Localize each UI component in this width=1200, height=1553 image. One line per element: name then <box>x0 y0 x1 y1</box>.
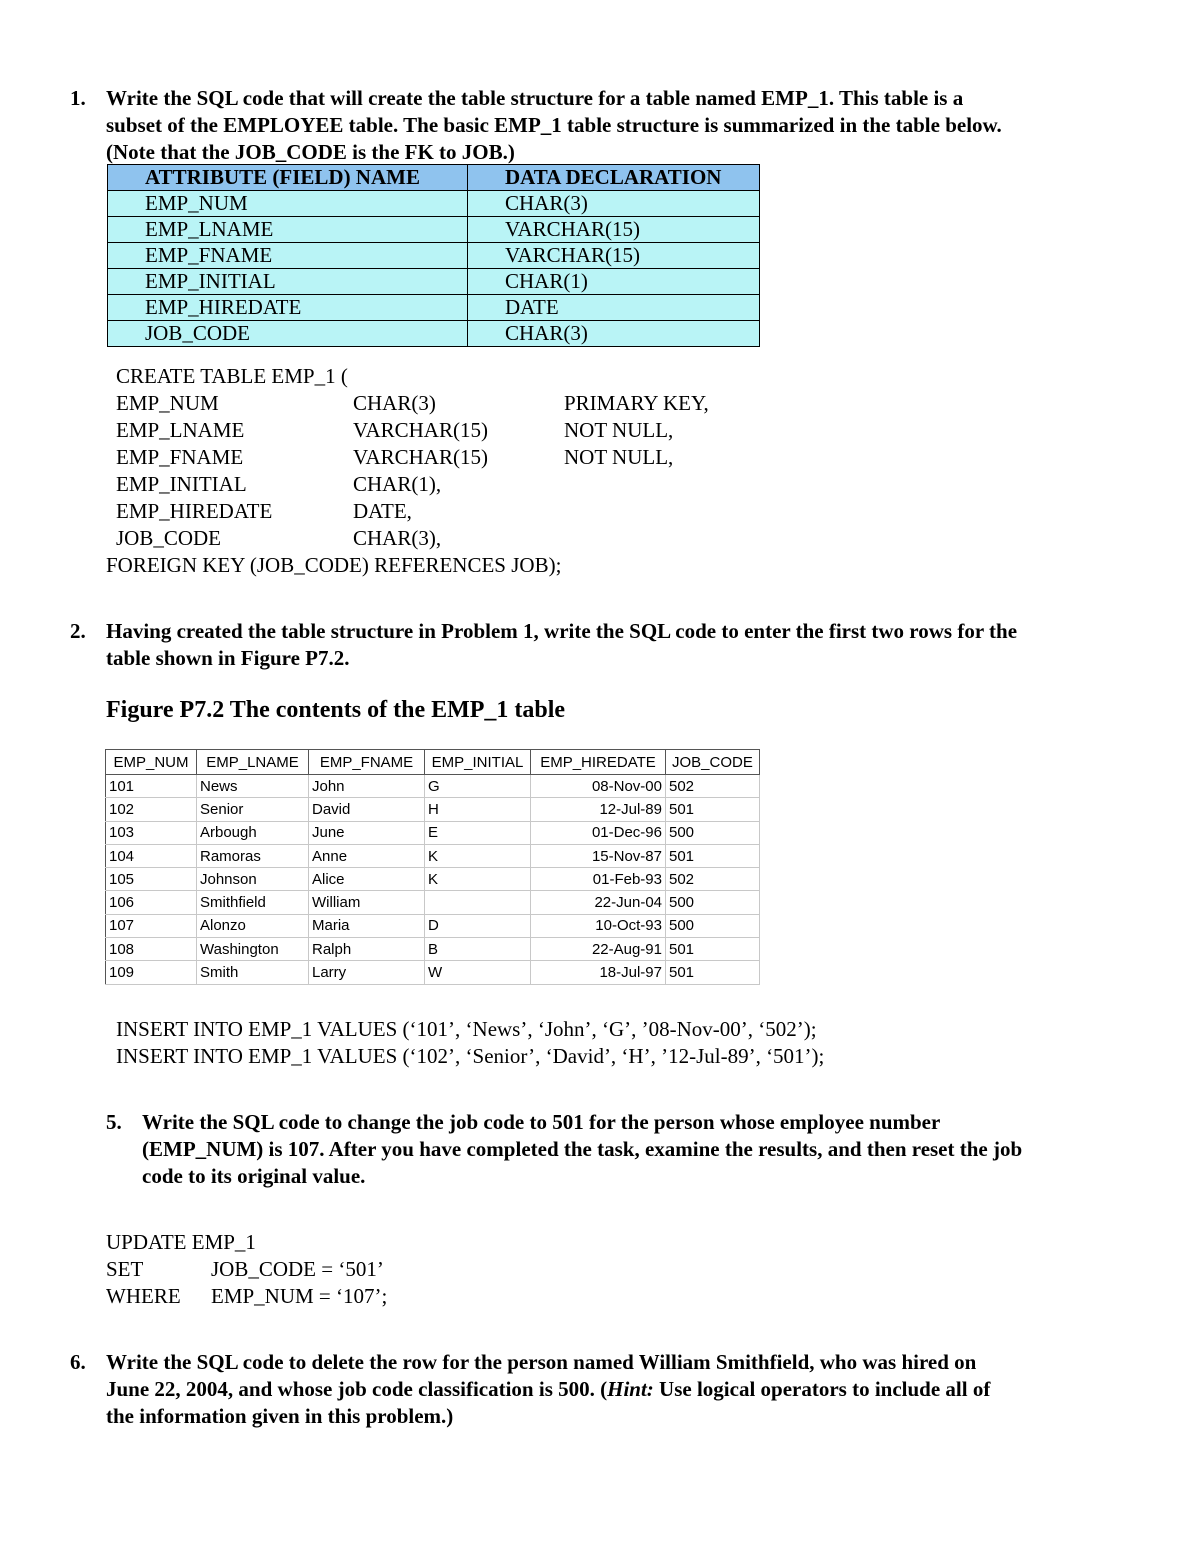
question-line: Write the SQL code to delete the row for the person named William Smithfield, who was hired on <box>106 1350 977 1374</box>
cell-emp-fname: Anne <box>309 844 425 867</box>
cell-job-code: 502 <box>666 868 760 891</box>
data-declaration: VARCHAR(15) <box>468 243 760 269</box>
cell-emp-fname: Maria <box>309 914 425 937</box>
cell-emp-initial: G <box>425 775 531 798</box>
cell-job-code: 500 <box>666 914 760 937</box>
sql-column-type: VARCHAR(15) <box>353 445 488 469</box>
sql-column-name: EMP_INITIAL <box>116 472 247 496</box>
cell-emp-fname: Ralph <box>309 938 425 961</box>
cell-emp-hiredate: 12-Jul-89 <box>531 798 666 821</box>
table-row <box>106 868 760 891</box>
update-sql-keyword: UPDATE EMP_1 <box>106 1230 256 1254</box>
table-header-row <box>106 750 760 775</box>
sql-column-type: CHAR(3), <box>353 526 442 550</box>
sql-column-name: EMP_LNAME <box>116 418 245 442</box>
table-row <box>106 891 760 914</box>
cell-emp-num: 106 <box>106 891 197 914</box>
data-declaration: DATE <box>468 295 760 321</box>
cell-emp-initial: K <box>425 868 531 891</box>
header-cell: EMP_HIREDATE <box>531 750 666 775</box>
cell-emp-num: 109 <box>106 961 197 984</box>
header-cell: EMP_LNAME <box>197 750 309 775</box>
cell-emp-hiredate: 15-Nov-87 <box>531 844 666 867</box>
cell-emp-fname: William <box>309 891 425 914</box>
question-2 <box>70 618 1170 672</box>
sql-line: FOREIGN KEY (JOB_CODE) REFERENCES JOB); <box>106 553 562 577</box>
emp-1-contents-table <box>105 749 760 985</box>
cell-job-code: 500 <box>666 821 760 844</box>
cell-emp-fname: Larry <box>309 961 425 984</box>
update-sql-keyword: WHERE <box>106 1284 181 1308</box>
table-row <box>106 775 760 798</box>
cell-emp-lname: News <box>197 775 309 798</box>
sql-column-type: DATE, <box>353 499 412 523</box>
table-row <box>108 217 760 243</box>
cell-emp-hiredate: 01-Dec-96 <box>531 821 666 844</box>
table-row <box>108 321 760 347</box>
question-line: Having created the table structure in Problem 1, write the SQL code to enter the first two rows for the <box>106 619 1018 643</box>
question-text: June 22, 2004, and whose job code classification is 500. ( <box>106 1377 608 1401</box>
cell-emp-initial <box>425 891 531 914</box>
sql-column-constraint: PRIMARY KEY, <box>564 391 709 415</box>
cell-emp-hiredate: 01-Feb-93 <box>531 868 666 891</box>
cell-emp-lname: Senior <box>197 798 309 821</box>
cell-emp-fname: John <box>309 775 425 798</box>
sql-column-type: CHAR(3) <box>353 391 436 415</box>
data-declaration: CHAR(3) <box>468 321 760 347</box>
cell-emp-lname: Smithfield <box>197 891 309 914</box>
header-cell: ATTRIBUTE (FIELD) NAME <box>108 165 468 191</box>
cell-job-code: 501 <box>666 798 760 821</box>
cell-emp-fname: David <box>309 798 425 821</box>
question-number: 5. <box>106 1110 122 1134</box>
cell-emp-num: 104 <box>106 844 197 867</box>
sql-column-name: EMP_HIREDATE <box>116 499 273 523</box>
cell-emp-num: 105 <box>106 868 197 891</box>
cell-emp-initial: E <box>425 821 531 844</box>
sql-column-type: VARCHAR(15) <box>353 418 488 442</box>
cell-emp-num: 107 <box>106 914 197 937</box>
table-row <box>106 961 760 984</box>
cell-emp-fname: Alice <box>309 868 425 891</box>
cell-job-code: 501 <box>666 961 760 984</box>
header-cell: EMP_FNAME <box>309 750 425 775</box>
question-line: table shown in Figure P7.2. <box>106 646 350 670</box>
table-row <box>108 269 760 295</box>
cell-emp-initial: K <box>425 844 531 867</box>
question-line: (Note that the JOB_CODE is the FK to JOB.) <box>106 140 515 164</box>
question-line: (EMP_NUM) is 107. After you have completed the task, examine the results, and then reset the job <box>142 1137 1023 1161</box>
header-cell: EMP_NUM <box>106 750 197 775</box>
cell-emp-num: 101 <box>106 775 197 798</box>
cell-job-code: 500 <box>666 891 760 914</box>
table-row <box>106 938 760 961</box>
cell-job-code: 502 <box>666 775 760 798</box>
data-declaration: CHAR(3) <box>468 191 760 217</box>
question-number: 2. <box>70 619 86 643</box>
table-row <box>108 191 760 217</box>
figure-title: Figure P7.2 The contents of the EMP_1 table <box>106 697 566 723</box>
update-sql-clause: EMP_NUM = ‘107’; <box>211 1284 388 1308</box>
table-header-row <box>108 165 760 191</box>
cell-emp-hiredate: 18-Jul-97 <box>531 961 666 984</box>
question-text: Use logical operators to include all of <box>653 1377 991 1401</box>
attribute-name: EMP_HIREDATE <box>108 295 468 321</box>
question-line <box>106 1376 990 1403</box>
question-line: subset of the EMPLOYEE table. The basic EMP_1 table structure is summarized in the table below. <box>106 113 1002 137</box>
sql-column-name: EMP_FNAME <box>116 445 244 469</box>
attribute-name: JOB_CODE <box>108 321 468 347</box>
cell-emp-initial: H <box>425 798 531 821</box>
question-1 <box>70 85 1170 166</box>
cell-emp-num: 108 <box>106 938 197 961</box>
question-line: code to its original value. <box>142 1164 366 1188</box>
question-line: Write the SQL code that will create the table structure for a table named EMP_1. This table is a <box>106 86 964 110</box>
cell-emp-num: 102 <box>106 798 197 821</box>
table-row <box>106 844 760 867</box>
cell-job-code: 501 <box>666 938 760 961</box>
cell-emp-initial: B <box>425 938 531 961</box>
table-row <box>108 295 760 321</box>
cell-emp-hiredate: 10-Oct-93 <box>531 914 666 937</box>
question-line: Write the SQL code to change the job code to 501 for the person whose employee number <box>142 1110 941 1134</box>
header-cell: DATA DECLARATION <box>468 165 760 191</box>
attribute-table <box>107 164 760 347</box>
cell-emp-hiredate: 22-Aug-91 <box>531 938 666 961</box>
insert-sql-line: INSERT INTO EMP_1 VALUES (‘101’, ‘News’, ‘John’, ‘G’, ’08-Nov-00’, ‘502’); <box>116 1017 817 1041</box>
cell-emp-lname: Ramoras <box>197 844 309 867</box>
cell-job-code: 501 <box>666 844 760 867</box>
update-sql-clause: JOB_CODE = ‘501’ <box>211 1257 384 1281</box>
table-row <box>106 821 760 844</box>
attribute-name: EMP_LNAME <box>108 217 468 243</box>
table-row <box>106 914 760 937</box>
sql-column-name: JOB_CODE <box>116 526 222 550</box>
sql-column-name: EMP_NUM <box>116 391 219 415</box>
update-sql-keyword: SET <box>106 1257 144 1281</box>
table-row <box>108 243 760 269</box>
question-5 <box>106 1109 1176 1190</box>
cell-emp-lname: Washington <box>197 938 309 961</box>
insert-sql-line: INSERT INTO EMP_1 VALUES (‘102’, ‘Senior’, ‘David’, ‘H’, ’12-Jul-89’, ‘501’); <box>116 1044 825 1068</box>
question-number: 1. <box>70 86 86 110</box>
sql-column-type: CHAR(1), <box>353 472 442 496</box>
question-6 <box>70 1349 1170 1430</box>
cell-emp-lname: Smith <box>197 961 309 984</box>
cell-emp-hiredate: 08-Nov-00 <box>531 775 666 798</box>
attribute-name: EMP_FNAME <box>108 243 468 269</box>
cell-emp-hiredate: 22-Jun-04 <box>531 891 666 914</box>
question-number: 6. <box>70 1350 86 1374</box>
attribute-name: EMP_INITIAL <box>108 269 468 295</box>
hint-label: Hint: <box>607 1377 654 1401</box>
cell-emp-initial: D <box>425 914 531 937</box>
attribute-name: EMP_NUM <box>108 191 468 217</box>
sql-column-constraint: NOT NULL, <box>564 445 674 469</box>
cell-emp-lname: Arbough <box>197 821 309 844</box>
sql-column-constraint: NOT NULL, <box>564 418 674 442</box>
data-declaration: CHAR(1) <box>468 269 760 295</box>
table-row <box>106 798 760 821</box>
header-cell: EMP_INITIAL <box>425 750 531 775</box>
cell-emp-fname: June <box>309 821 425 844</box>
sql-line: CREATE TABLE EMP_1 ( <box>116 364 348 388</box>
cell-emp-num: 103 <box>106 821 197 844</box>
cell-emp-lname: Alonzo <box>197 914 309 937</box>
header-cell: JOB_CODE <box>666 750 760 775</box>
cell-emp-initial: W <box>425 961 531 984</box>
question-line: the information given in this problem.) <box>106 1404 454 1428</box>
data-declaration: VARCHAR(15) <box>468 217 760 243</box>
cell-emp-lname: Johnson <box>197 868 309 891</box>
